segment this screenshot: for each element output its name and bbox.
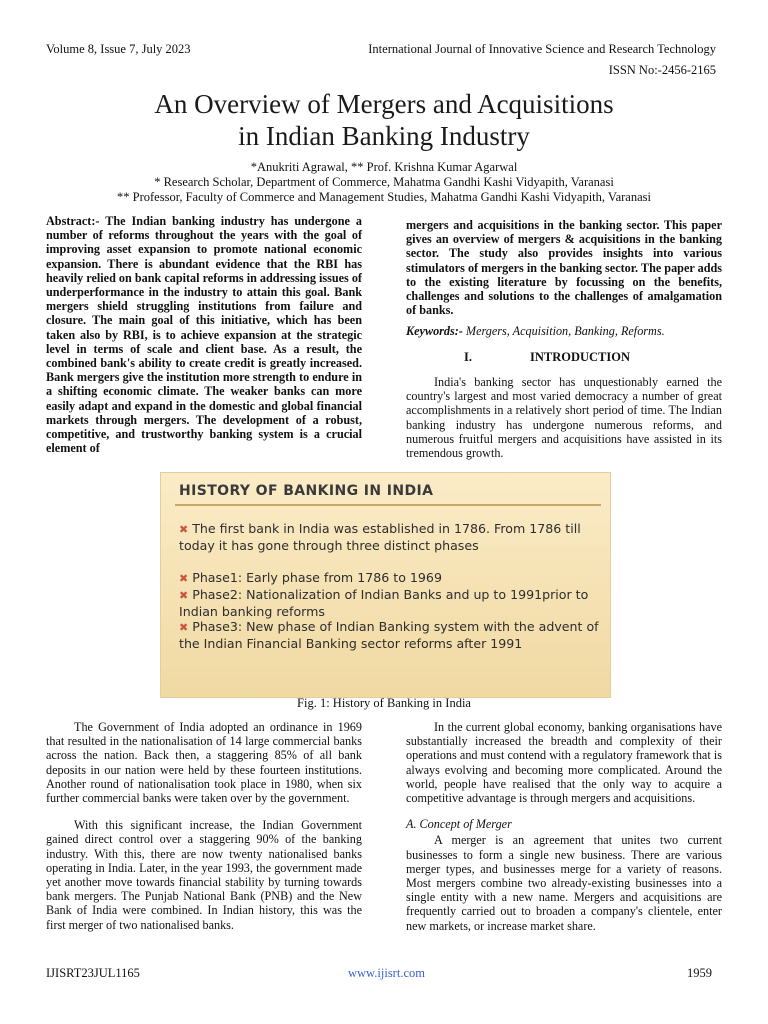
body-right-para-2: A merger is an agreement that unites two current businesses to form a single new business. There are various merger types, and businesses merge for a variety of reasons. Most mergers combine two already-existing businesses into a single entity with a new name. Mergers and acquisitions are frequently carried out to broaden a company's clientele, enter new markets, or increase market share. <box>406 833 722 933</box>
footer-code: IJISRT23JUL1165 <box>46 966 140 980</box>
figure-item-text: Phase1: Early phase from 1786 to 1969 <box>192 570 442 585</box>
title-line-2: in Indian Banking Industry <box>238 121 530 151</box>
author-affiliation-2: ** Professor, Faculty of Commerce and Management Studies, Mahatma Gandhi Kashi Vidyapith, Varanasi <box>117 190 651 204</box>
keywords <box>406 324 722 338</box>
author-names: *Anukriti Agrawal, ** Prof. Krishna Kumar Agarwal <box>250 160 518 174</box>
body-left <box>46 720 362 932</box>
page-number: 1959 <box>687 966 712 980</box>
figure-history-banking <box>160 472 611 698</box>
body-left-para-1: The Government of India adopted an ordinance in 1969 that resulted in the nationalisation of 14 large commercial banks across the nation. Back then, a staggering 85% of all bank deposits in our nation were held by these fourteen institutions. Another round of nationalisation took place in 1980, when six further commercial banks were taken over by the government. <box>46 720 362 806</box>
bullet-icon: ✖ <box>179 523 189 536</box>
figure-caption: Fig. 1: History of Banking in India <box>297 696 471 710</box>
journal-name: International Journal of Innovative Science and Research Technology <box>368 42 716 56</box>
figure-item-text: The first bank in India was established in 1786. From 1786 till today it has gone through three distinct phases <box>179 521 581 553</box>
volume-info: Volume 8, Issue 7, July 2023 <box>46 42 191 56</box>
figure-item-4 <box>179 619 599 652</box>
figure-item-text: Phase3: New phase of Indian Banking system with the advent of the Indian Financial Banking sector reforms after 1991 <box>179 619 599 651</box>
abstract-left: Abstract:- The Indian banking industry has undergone a number of reforms throughout the years with the goal of improving asset expansion to promote national economic expansion. There is abundant evidence that the RBI has heavily relied on bank capital reforms in addressing issues of underperformance in the industry to attain this goal. Bank mergers shield struggling institutions from failure and closure. The main goal of this initiative, which has been taken also by RBI, is to achieve expansion at the strategic level in terms of scale and client base. As a result, the combined bank's ability to create credit is greatly increased. Bank mergers give the institution more strength to endure in a shifting economic climate. The weaker banks can more easily adapt and expand in the domestic and global financial markets through mergers. The development of a robust, competitive, and trustworthy banking system is a crucial element of <box>46 214 362 456</box>
intro-paragraph <box>406 375 722 460</box>
bullet-icon: ✖ <box>179 572 189 585</box>
figure-item-1 <box>179 521 599 554</box>
bullet-icon: ✖ <box>179 589 189 602</box>
body-left-para-2: With this significant increase, the Indian Government gained direct control over a staggering 90% of the banking industry. With this, there are now twenty nationalised banks operating in India. Later, in the year 1993, the government made yet another move towards financial stability by turning towards bank mergers. The Punjab National Bank (PNB) and the New Bank of India were combined. In Indian history, this was the first merger of two nationalised banks. <box>46 818 362 932</box>
body-right-para-1: In the current global economy, banking organisations have substantially increased the breadth and complexity of their operations and must contend with a regulatory framework that is always evolving and becoming more complicated. Around the world, people have realised that the only way to acquire a competitive advantage is through mergers and acquisitions. <box>406 720 722 806</box>
keywords-label: Keywords:- <box>406 324 463 338</box>
figure-divider <box>175 504 601 506</box>
bullet-icon: ✖ <box>179 621 189 634</box>
abstract-right: mergers and acquisitions in the banking sector. This paper gives an overview of mergers & acquisitions in the banking sector. The study also provides insights into various stimulators of mergers in the banking sector. The paper adds to the existing literature by focussing on the benefits, challenges and solutions to the challenges of amalgamation of banks. <box>406 218 722 318</box>
author-affiliation-1: * Research Scholar, Department of Commerce, Mahatma Gandhi Kashi Vidyapith, Varanasi <box>154 175 614 189</box>
footer-url[interactable]: www.ijisrt.com <box>348 966 425 980</box>
figure-item-text: Phase2: Nationalization of Indian Banks and up to 1991prior to Indian banking reforms <box>179 587 589 619</box>
figure-item-3 <box>179 587 599 620</box>
section-heading-introduction: INTRODUCTION <box>530 350 631 364</box>
body-right <box>406 720 722 933</box>
authors <box>0 160 768 205</box>
figure-item-2 <box>179 570 599 587</box>
section-number: I. <box>464 350 472 364</box>
intro-text: India's banking sector has unquestionably earned the country's largest and most varied democracy a number of great accomplishments in a relatively short period of time. The Indian banking industry has undergone numerous reforms, and numerous fruitful mergers and acquisitions have assisted in its tremendous growth. <box>406 375 722 461</box>
paper-title <box>0 88 768 152</box>
title-line-1: An Overview of Mergers and Acquisitions <box>154 89 614 119</box>
keywords-text: Mergers, Acquisition, Banking, Reforms. <box>465 324 665 338</box>
issn: ISSN No:-2456-2165 <box>608 63 716 77</box>
subsection-heading-merger: A. Concept of Merger <box>406 817 512 832</box>
figure-title: HISTORY OF BANKING IN INDIA <box>179 483 434 499</box>
